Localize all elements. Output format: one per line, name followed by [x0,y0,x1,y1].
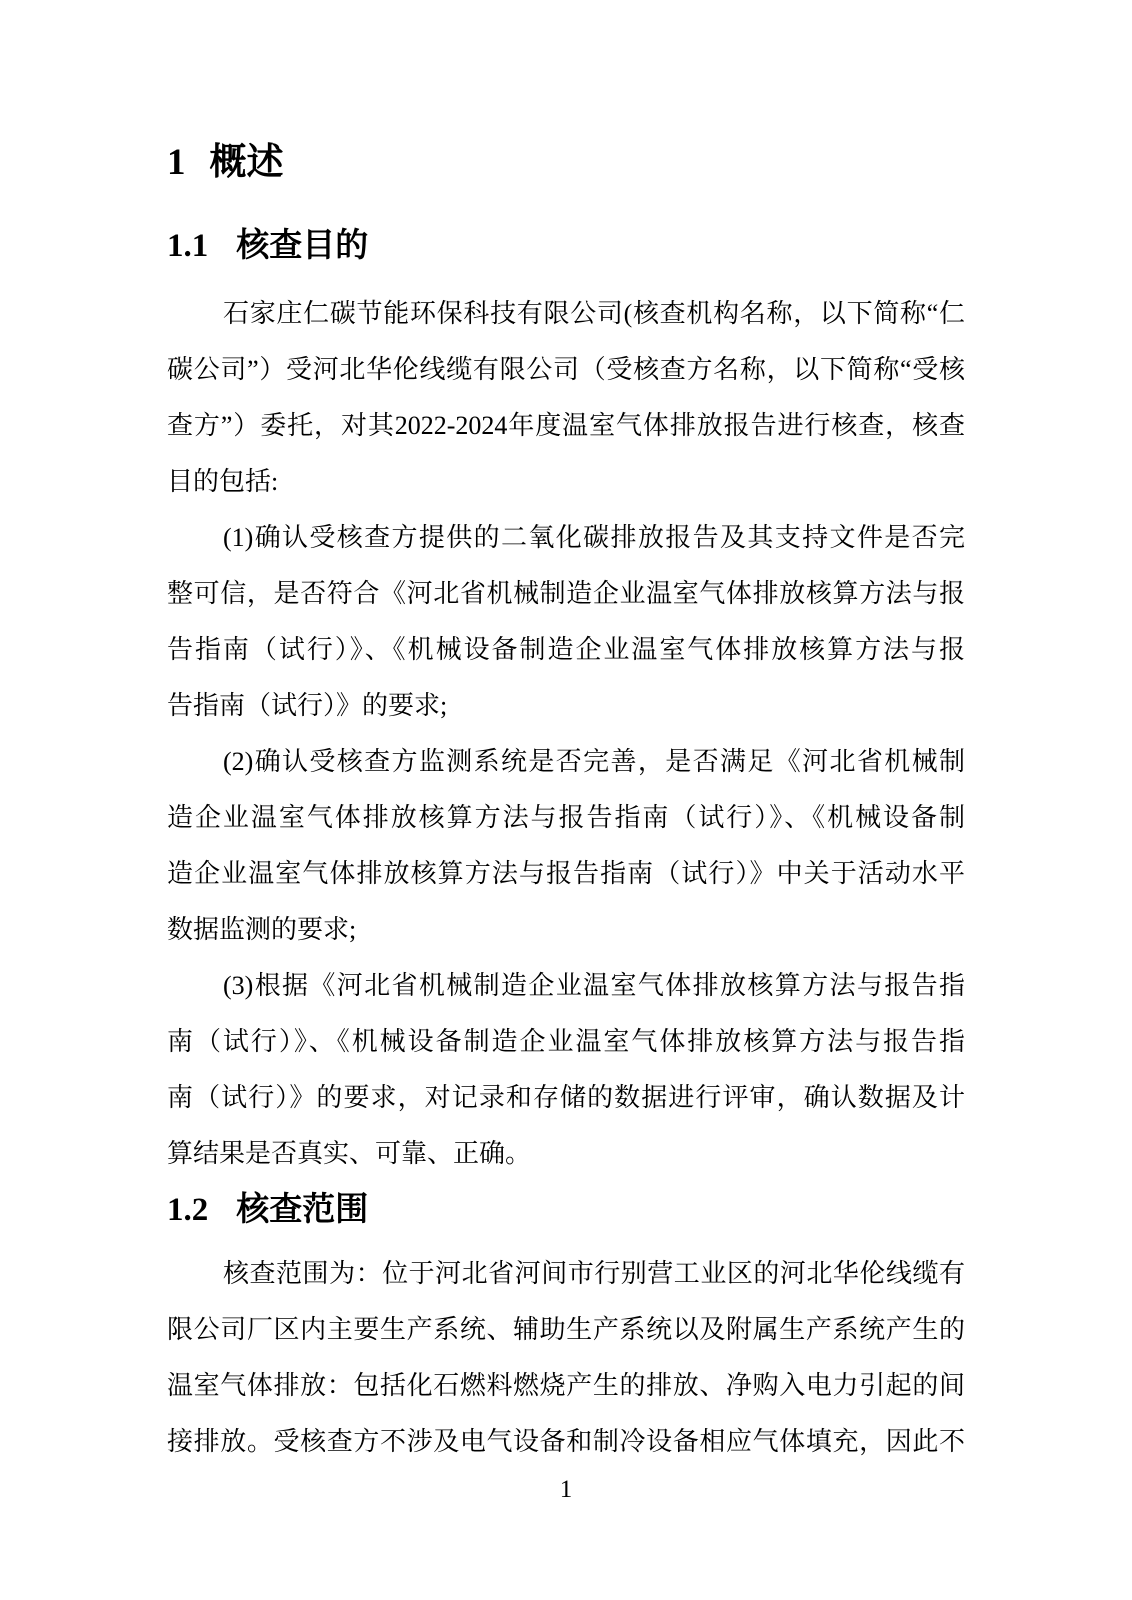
section-body-verification-purpose [167,286,965,1182]
text-line: (1)确认受核查方提供的二氧化碳排放报告及其支持文件是否完 [223,523,965,552]
text-line: 告指南（试行）》、《机械设备制造企业温室气体排放核算方法与报 [167,635,965,664]
paragraph-intro [167,286,965,510]
text-line: 告指南（试行）》的要求; [167,691,448,720]
text-line: 温室气体排放：包括化石燃料燃烧产生的排放、净购入电力引起的间 [167,1371,965,1400]
text-line: 石家庄仁碳节能环保科技有限公司(核查机构名称，以下简称“仁 [223,299,965,328]
heading-number: 1 [167,142,186,183]
text-line: 限公司厂区内主要生产系统、辅助生产系统以及附属生产系统产生的 [167,1315,965,1344]
paragraph-item-2 [167,734,965,958]
text-line: 核查范围为：位于河北省河间市行别营工业区的河北华伦线缆有 [223,1259,965,1288]
page-number: 1 [559,1476,573,1503]
text-line: 算结果是否真实、可靠、正确。 [167,1139,532,1168]
heading-title: 核查目的 [236,228,369,264]
section-heading-overview [167,140,965,186]
text-line: 南（试行）》的要求，对记录和存储的数据进行评审，确认数据及计 [167,1083,965,1112]
document-content [167,0,965,1470]
text-line: 碳公司”）受河北华伦线缆有限公司（受核查方名称，以下简称“受核 [167,355,965,384]
section-body-verification-scope [167,1246,965,1470]
text-line: 南（试行）》、《机械设备制造企业温室气体排放核算方法与报告指 [167,1027,965,1056]
text-line: 造企业温室气体排放核算方法与报告指南（试行）》、《机械设备制 [167,803,965,832]
heading-number: 1.1 [167,228,209,264]
paragraph-item-1 [167,510,965,734]
text-line: 目的包括: [167,467,279,496]
text-line: (2)确认受核查方监测系统是否完善，是否满足《河北省机械制 [223,747,965,776]
section-heading-verification-purpose [167,224,965,268]
text-line: 造企业温室气体排放核算方法与报告指南（试行）》中关于活动水平 [167,859,965,888]
heading-title: 概述 [209,142,284,183]
text-line: 接排放。受核查方不涉及电气设备和制冷设备相应气体填充，因此不 [167,1427,965,1456]
text-line: 整可信，是否符合《河北省机械制造企业温室气体排放核算方法与报 [167,579,965,608]
heading-title: 核查范围 [236,1192,369,1228]
paragraph-scope [167,1246,965,1470]
text-line: (3)根据《河北省机械制造企业温室气体排放核算方法与报告指 [223,971,965,1000]
heading-number: 1.2 [167,1192,209,1228]
section-heading-verification-scope [167,1188,965,1232]
text-line: 数据监测的要求; [167,915,357,944]
paragraph-item-3 [167,958,965,1182]
text-line: 查方”）委托，对其2022-2024年度温室气体排放报告进行核查，核查 [167,411,965,440]
